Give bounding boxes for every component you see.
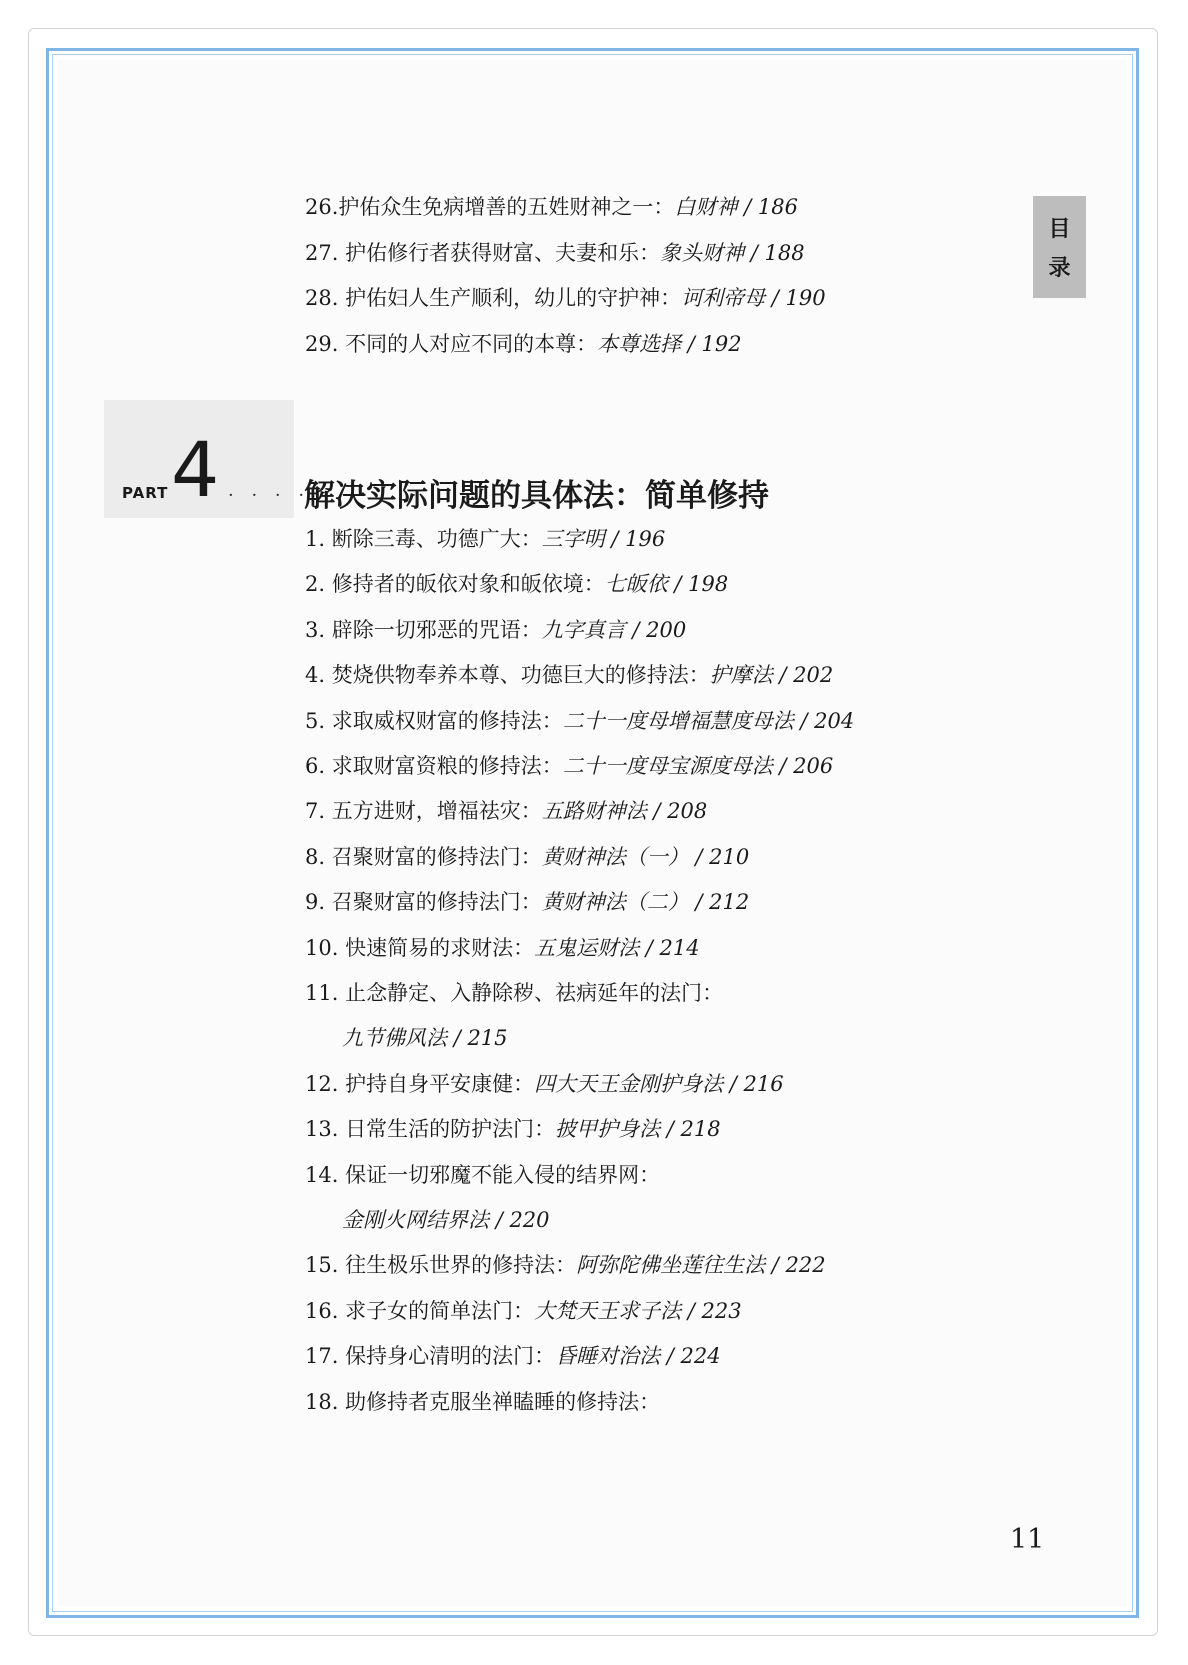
toc-entry[interactable]: [305, 1115, 721, 1143]
toc-entry[interactable]: [305, 525, 665, 553]
toc-entry-text: 护佑众生免病增善的五姓财神之一：: [338, 195, 675, 219]
toc-entry-page: / 224: [666, 1344, 721, 1369]
toc-entry-text: 助修持者克服坐禅瞌睡的修持法：: [345, 1389, 661, 1414]
toc-entry-number: 1.: [305, 527, 332, 551]
toc-side-tab: [1033, 196, 1086, 298]
toc-entry-number: 29.: [305, 331, 346, 356]
toc-entry-number: 8.: [305, 844, 332, 869]
toc-entry-page: / 210: [695, 844, 750, 869]
toc-entry[interactable]: [305, 239, 805, 267]
toc-entry-page: / 212: [695, 890, 750, 915]
toc-entry-number: 13.: [305, 1117, 346, 1142]
toc-entry-number: 27.: [305, 240, 346, 265]
side-tab-char-2: 录: [1048, 255, 1071, 281]
part-title: 解决实际问题的具体法：简单修持: [304, 478, 769, 514]
toc-entry-text: 求取财富资粮的修持法：: [331, 754, 563, 778]
toc-entry-page: / 196: [611, 527, 666, 551]
toc-entry-title: 阿弥陀佛坐莲往生法: [576, 1253, 766, 1278]
toc-entry-title: 五路财神法: [541, 799, 647, 824]
toc-entry[interactable]: [305, 797, 707, 825]
toc-entry-number: 4.: [305, 663, 332, 688]
toc-entry[interactable]: [305, 934, 700, 962]
toc-entry-text: 五方进财，增福祛灾：: [331, 799, 542, 824]
toc-entry-number: 10.: [305, 935, 346, 960]
toc-entry-page: / 192: [687, 331, 742, 356]
toc-entry-number: 12.: [305, 1071, 346, 1096]
toc-entry-title: 四大天王金刚护身法: [534, 1071, 724, 1096]
toc-entry-number: 18.: [305, 1389, 346, 1414]
page-number: 11: [1010, 1524, 1045, 1555]
toc-entry-title: 护摩法: [709, 663, 773, 688]
toc-entry-number: 7.: [305, 799, 332, 824]
toc-entry-number: 5.: [305, 708, 332, 733]
toc-entry-title: 九节佛风法: [342, 1026, 447, 1051]
toc-entry-text: 断除三毒、功德广大：: [331, 527, 542, 551]
toc-entry-number: 6.: [305, 754, 332, 778]
toc-entry-title: 白财神: [674, 195, 738, 219]
toc-entry[interactable]: [305, 843, 749, 871]
toc-entry-title: 昏睡对治法: [555, 1344, 661, 1369]
toc-entry-text: 焚烧供物奉养本尊、功德巨大的修持法：: [331, 663, 710, 688]
toc-entry-text: 快速简易的求财法：: [345, 935, 535, 960]
toc-entry-page: / 206: [779, 754, 834, 778]
toc-entry-title: 本尊选择: [597, 331, 682, 356]
toc-entry-text: 护佑修行者获得财富、夫妻和乐：: [345, 240, 661, 265]
toc-entry-text: 求取威权财富的修持法：: [331, 708, 563, 733]
toc-entry-number: 14.: [305, 1162, 346, 1187]
toc-entry-title: 黄财神法（一）: [541, 844, 689, 869]
toc-entry-page: / 215: [453, 1026, 508, 1051]
toc-entry-page: / 223: [687, 1298, 742, 1323]
toc-entry-title: 五鬼运财法: [534, 935, 640, 960]
toc-entry-page: / 216: [729, 1071, 784, 1096]
toc-entry-number: 3.: [305, 617, 332, 642]
toc-entry-title: 黄财神法（二）: [541, 890, 689, 915]
toc-entry-text: 护佑妇人生产顺利，幼儿的守护神：: [345, 286, 682, 310]
toc-entry-page: / 208: [653, 799, 708, 824]
toc-entry[interactable]: [305, 570, 728, 598]
toc-entry-title: 象头财神: [660, 240, 745, 265]
toc-entry-number: 9.: [305, 890, 332, 915]
toc-entry[interactable]: [305, 1342, 721, 1370]
toc-entry[interactable]: [305, 284, 826, 312]
toc-entry-title: 二十一度母增福慧度母法: [562, 708, 794, 733]
toc-entry-text: 护持自身平安康健：: [345, 1071, 535, 1096]
toc-entry[interactable]: [305, 1297, 742, 1325]
toc-entry-title: 七皈依: [604, 572, 668, 597]
toc-entry[interactable]: [342, 1024, 508, 1052]
toc-entry[interactable]: [305, 1161, 660, 1189]
toc-entry-page: / 204: [800, 708, 855, 733]
toc-entry-text: 不同的人对应不同的本尊：: [345, 331, 598, 356]
toc-entry-text: 辟除一切邪恶的咒语：: [331, 617, 542, 642]
toc-entry-number: 28.: [305, 286, 346, 310]
part-number: 4: [171, 425, 220, 514]
toc-entry-number: 16.: [305, 1298, 346, 1323]
toc-entry-text: 止念静定、入静除秽、祛病延年的法门：: [345, 981, 724, 1005]
toc-entry-text: 召聚财富的修持法门：: [331, 890, 542, 915]
toc-entry[interactable]: [342, 1206, 550, 1234]
toc-entry-text: 日常生活的防护法门：: [345, 1117, 556, 1142]
toc-entry-title: 金刚火网结界法: [342, 1208, 489, 1232]
toc-entry-text: 修持者的皈依对象和皈依境：: [331, 572, 605, 597]
toc-entry[interactable]: [305, 707, 854, 735]
toc-entry-page: / 186: [744, 195, 798, 219]
toc-entry-page: / 200: [632, 617, 687, 642]
toc-entry-text: 往生极乐世界的修持法：: [345, 1253, 577, 1278]
toc-entry[interactable]: [305, 888, 749, 916]
toc-entry-page: / 214: [645, 935, 700, 960]
side-tab-char-1: 目: [1048, 216, 1071, 242]
toc-entry[interactable]: [305, 1388, 660, 1416]
part-leader-dots: · · · ·: [228, 485, 311, 506]
toc-entry-page: / 188: [750, 240, 805, 265]
toc-entry[interactable]: [305, 1070, 784, 1098]
toc-entry-title: 九字真言: [541, 617, 626, 642]
toc-entry-page: / 190: [771, 286, 826, 310]
toc-entry[interactable]: [305, 979, 723, 1007]
toc-entry-page: / 198: [674, 572, 729, 597]
toc-entry[interactable]: [305, 661, 833, 689]
toc-entry[interactable]: [305, 193, 798, 221]
part-label: PART: [122, 484, 169, 502]
toc-entry[interactable]: [305, 330, 742, 358]
toc-entry-title: 披甲护身法: [555, 1117, 661, 1142]
toc-entry-text: 保证一切邪魔不能入侵的结界网：: [345, 1162, 661, 1187]
toc-entry-number: 11.: [305, 981, 346, 1005]
toc-entry[interactable]: [305, 752, 833, 780]
toc-entry-page: / 222: [771, 1253, 826, 1278]
toc-entry-text: 求子女的简单法门：: [345, 1298, 535, 1323]
toc-entry-number: 2.: [305, 572, 332, 597]
toc-entry-title: 诃利帝母: [681, 286, 766, 310]
toc-entry-number: 26.: [305, 195, 339, 219]
toc-entry-number: 17.: [305, 1344, 346, 1369]
toc-entry-text: 保持身心清明的法门：: [345, 1344, 556, 1369]
toc-entry-title: 三字明: [541, 527, 605, 551]
toc-entry-page: / 218: [666, 1117, 721, 1142]
toc-entry-page: / 220: [495, 1208, 550, 1232]
toc-entry-text: 召聚财富的修持法门：: [331, 844, 542, 869]
toc-entry-number: 15.: [305, 1253, 346, 1278]
toc-entry-page: / 202: [779, 663, 834, 688]
toc-entry-title: 大梵天王求子法: [534, 1298, 682, 1323]
toc-entry-title: 二十一度母宝源度母法: [562, 754, 773, 778]
toc-entry[interactable]: [305, 1251, 826, 1279]
toc-entry[interactable]: [305, 616, 686, 644]
